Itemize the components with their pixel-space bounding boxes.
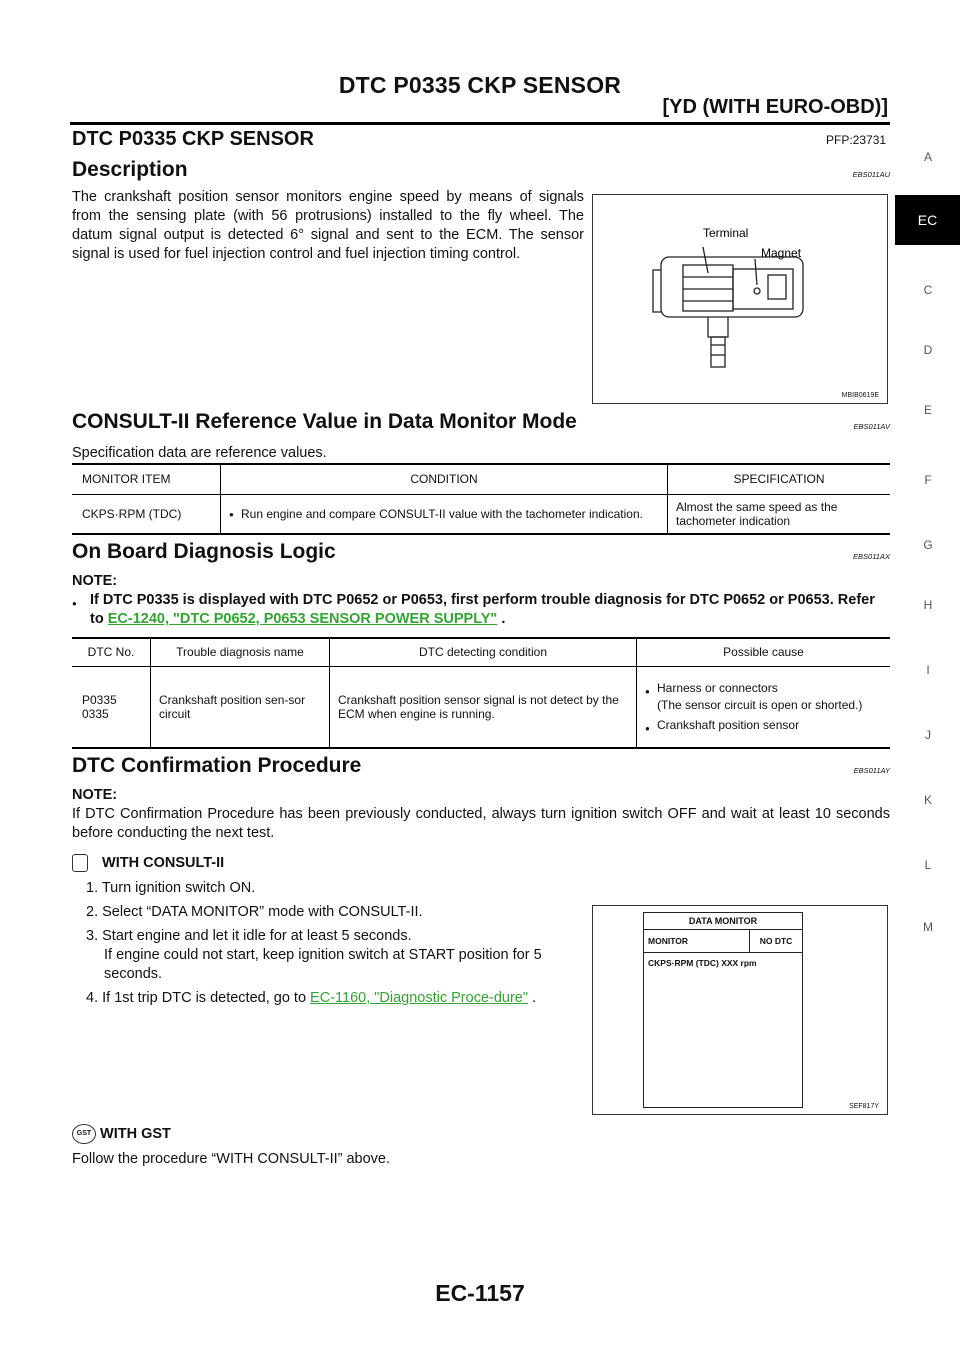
detecting-condition: Crankshaft position sensor signal is not detect by the ECM when engine is running. [330,666,637,748]
col-specification: SPECIFICATION [668,464,891,494]
step-4-text: 4. If 1st trip DTC is detected, go to [86,990,307,1006]
confirm-note-label: NOTE: [72,787,118,803]
obd-table [72,637,890,749]
data-monitor-screen [643,912,803,1108]
col-monitor-item: MONITOR ITEM [82,472,171,487]
screen-row: CKPS·RPM (TDC) XXX rpm [648,958,757,968]
col-trouble-name: Trouble diagnosis name [151,638,330,666]
gst-subheading [72,1124,171,1144]
section-title: DTC P0335 CKP SENSOR [72,128,314,150]
screen-title: DATA MONITOR [644,913,802,930]
step-4-link[interactable]: EC-1160, "Diagnostic Proce-dure" [310,990,529,1006]
obd-note-end: . [501,611,506,627]
description-code: EBS011AU [852,170,890,179]
tab-m[interactable]: M [923,920,933,934]
screen-col-nodtc: NO DTC [749,930,802,952]
gst-subheading-text: WITH GST [100,1125,171,1142]
tab-c[interactable]: C [923,283,933,297]
table-row [72,494,890,534]
consult-heading: CONSULT-II Reference Value in Data Monitor Mode [72,410,577,433]
tab-l[interactable]: L [924,858,932,872]
tab-h[interactable]: H [923,598,933,612]
screen-header [644,930,802,953]
data-monitor-figure [592,905,888,1115]
obd-table-header [72,638,890,666]
consult-code: EBS011AV [853,422,890,431]
consult-note: Specification data are reference values. [72,445,327,461]
consult-table [72,463,890,535]
description-text: The crankshaft position sensor monitors engine speed by means of signals from the sensing plate (with 56 protrusions) installed to the fly wheel. The datum signal output is detected 6° signal and sent to the ECM. The sensor signal is used for fuel injection control and fuel injection timing control. [72,189,584,262]
obd-heading: On Board Diagnosis Logic [72,540,336,563]
tab-j[interactable]: J [925,728,931,742]
step-2: 2. Select “DATA MONITOR” mode with CONSULT-II. [86,904,423,920]
confirm-heading: DTC Confirmation Procedure [72,754,362,777]
monitor-item: CKPS·RPM (TDC) [82,506,182,521]
table-row [72,666,890,748]
sensor-illustration [593,195,887,403]
tab-ec-active[interactable]: EC [895,195,960,245]
description-heading: Description [72,158,188,181]
sensor-figure [592,194,888,404]
cause-sensor: ● Crankshaft position sensor [645,717,882,734]
figure-code: MBIB0619E [841,392,879,399]
dtc-no-2: 0335 [82,706,109,721]
obd-note-label: NOTE: [72,573,118,589]
col-detecting-condition: DTC detecting condition [330,638,637,666]
step-4-end: . [532,990,537,1006]
tab-g[interactable]: G [923,538,933,552]
col-dtc-no: DTC No. [87,645,135,660]
col-possible-cause: Possible cause [637,638,891,666]
col-condition: CONDITION [221,464,668,494]
header-rule [70,122,890,125]
trouble-name: Crankshaft position sen-sor circuit [151,666,330,748]
label-magnet: Magnet [761,246,802,260]
screen-col-monitor: MONITOR [648,936,688,946]
tab-i[interactable]: I [926,663,930,677]
tab-d[interactable]: D [923,343,933,357]
obd-note-text: If DTC P0335 is displayed with DTC P0652 or P0653, first perform trouble diagnosis for DTC P0652 or P0653. Refer to [90,592,875,627]
step-1: 1. Turn ignition switch ON. [86,880,256,896]
gst-icon: GST [72,1124,96,1144]
tab-k[interactable]: K [923,793,932,807]
consult-subheading-text: WITH CONSULT-II [102,854,225,871]
tab-a[interactable]: A [923,150,932,164]
pfp-code: PFP:23731 [826,133,887,147]
page-header-subtitle: [YD (WITH EURO-OBD)] [662,96,888,118]
consult-subheading [72,854,224,872]
step-3: 3. Start engine and let it idle for at least 5 seconds. [86,928,412,944]
obd-note [72,591,890,629]
spec-text: Almost the same speed as the tachometer indication [668,494,891,534]
confirm-code: EBS011AY [853,766,890,775]
screen-code: SEF817Y [849,1103,879,1110]
page-number: EC-1157 [435,1280,525,1306]
gst-text: Follow the procedure “WITH CONSULT-II” above. [72,1151,391,1167]
obd-code: EBS011AX [853,552,890,561]
consult-icon [72,854,88,872]
tab-f[interactable]: F [924,473,932,487]
label-terminal: Terminal [703,226,749,240]
page-header-title: DTC P0335 CKP SENSOR [338,72,622,98]
condition-text: ● Run engine and compare CONSULT-II value with the tachometer indication. [229,507,659,521]
step-4 [86,989,582,1008]
obd-note-link[interactable]: EC-1240, "DTC P0652, P0653 SENSOR POWER SUPPLY" [107,611,498,627]
confirm-note-text: If DTC Confirmation Procedure has been previously conducted, always turn ignition switch OFF and wait at least 10 seconds before conducting the next test. [72,806,890,841]
consult-table-header [72,464,890,494]
step-3b: If engine could not start, keep ignition switch at START position for 5 seconds. [104,947,542,982]
cause-harness: ● Harness or connectors [645,680,882,697]
tab-e[interactable]: E [923,403,932,417]
cause-harness-detail: (The sensor circuit is open or shorted.) [657,697,863,712]
dtc-no: P0335 [82,692,117,707]
